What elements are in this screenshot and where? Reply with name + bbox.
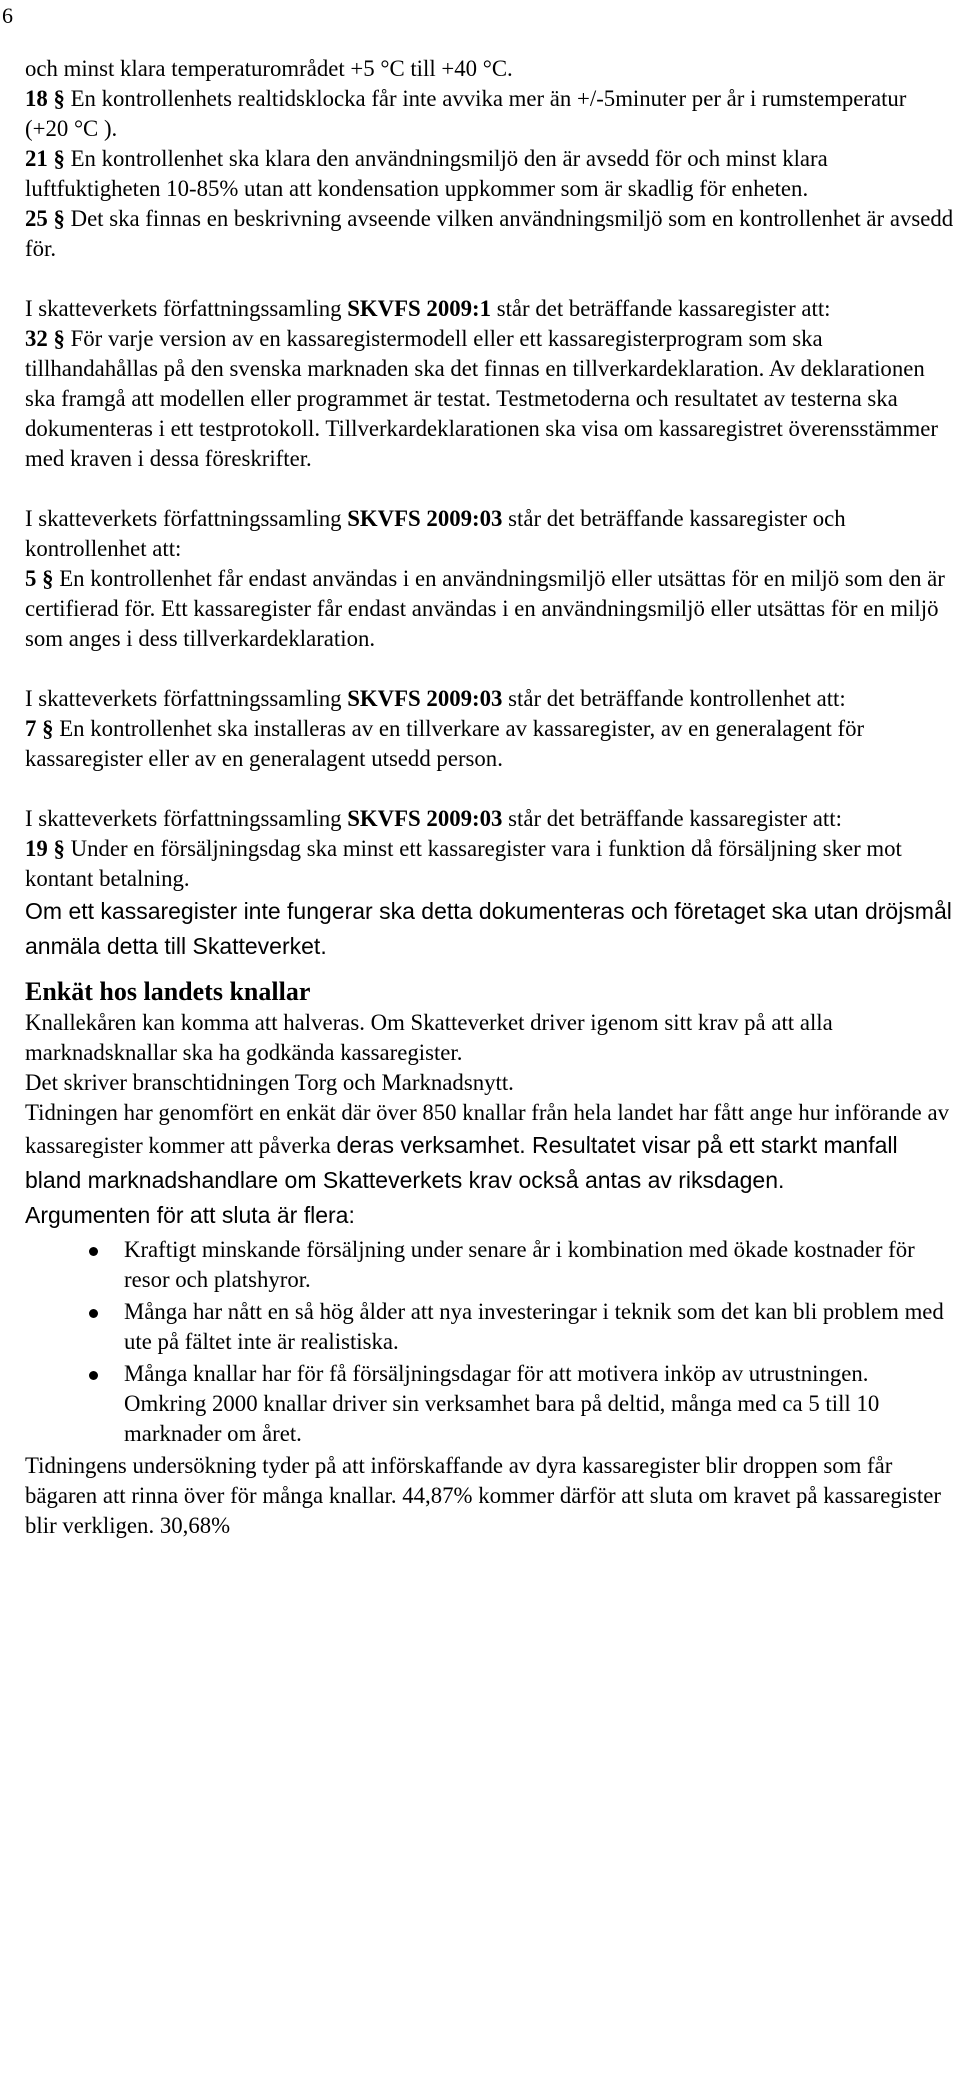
article-paragraph-1: Knallekåren kan komma att halveras. Om Skatteverket driver igenom sitt krav på att alla marknadsknallar ska ha godkända kassaregister. [25, 1010, 833, 1065]
bullet-icon [89, 1371, 98, 1380]
intro-text: I skatteverkets författningssamling [25, 296, 348, 321]
section-text: En kontrollenhets realtidsklocka får inte avvika mer än +/-5minuter per år i rumstemperatur (+20 °C ). [25, 86, 907, 141]
section-text: En kontrollenhet ska installeras av en tillverkare av kassaregister, av en generalagent för kassaregister eller av en generalagent utsedd person. [25, 716, 865, 771]
section-number: 18 § [25, 86, 65, 111]
regulation-intro-3 [25, 684, 955, 714]
section-number: 32 § [25, 326, 65, 351]
article-text: Tidningen har genomfört en enkät där över 850 knallar från hela landet har fått ange hur införande av kassaregister kommer att påverka [25, 1100, 949, 1158]
intro-text: står det beträffande kontrollenhet att: [502, 686, 846, 711]
section-heading: Enkät hos landets knallar [25, 977, 311, 1006]
section-number: 5 § [25, 566, 54, 591]
regulation-intro-2 [25, 504, 955, 564]
intro-text: står det beträffande kassaregister att: [502, 806, 842, 831]
regulation-intro-1 [25, 294, 955, 324]
paragraph-section-25 [25, 204, 955, 264]
regulation-code: SKVFS 2009:03 [347, 506, 503, 531]
page-number: 6 [2, 3, 13, 28]
regulation-intro-4 [25, 804, 955, 834]
section-number: 7 § [25, 716, 54, 741]
section-number: 21 § [25, 146, 65, 171]
regulation-code: SKVFS 2009:03 [347, 686, 503, 711]
article-paragraph-2: Det skriver branschtidningen Torg och Marknadsnytt. [25, 1070, 514, 1095]
paragraph-section-18 [25, 84, 955, 144]
section-text: En kontrollenhet ska klara den användningsmiljö den är avsedd för och minst klara luftfuktigheten 10-85% utan att kondensation uppkommer som är skadlig för enheten. [25, 146, 828, 201]
list-item-text: Många knallar har för få försäljningsdagar för att motivera inköp av utrustningen. Omkring 2000 knallar driver sin verksamhet bara på deltid, många med ca 5 till 10 marknader om året. [124, 1361, 880, 1446]
document-body [25, 54, 955, 1541]
section-number: 19 § [25, 836, 65, 861]
list-item-text: Kraftigt minskande försäljning under senare år i kombination med ökade kostnader för resor och platshyror. [124, 1237, 915, 1292]
intro-text: I skatteverkets författningssamling [25, 806, 348, 831]
paragraph-section-21 [25, 144, 955, 204]
bullet-icon [89, 1309, 98, 1318]
list-item [25, 1297, 955, 1357]
paragraph-temperature-range: och minst klara temperaturområdet +5 °C till +40 °C. [25, 56, 513, 81]
bullet-icon [89, 1247, 98, 1256]
article-paragraph-4: Argumenten för att sluta är flera: [25, 1202, 355, 1228]
section-text: Det ska finnas en beskrivning avseende vilken användningsmiljö som en kontrollenhet är avsedd för. [25, 206, 954, 261]
section-number: 25 § [25, 206, 65, 231]
paragraph-documentation-note: Om ett kassaregister inte fungerar ska detta dokumenteras och företaget ska utan dröjsmål anmäla detta till Skatteverket. [25, 898, 952, 959]
article-paragraph-5: Tidningens undersökning tyder på att införskaffande av dyra kassaregister blir droppen som får bägaren att rinna över för många knallar. 44,87% kommer därför att sluta om kravet på kassaregister blir verkligen. 30,68% [25, 1453, 941, 1538]
regulation-code: SKVFS 2009:1 [347, 296, 492, 321]
intro-text: står det beträffande kassaregister att: [491, 296, 831, 321]
list-item [25, 1235, 955, 1295]
paragraph-section-7 [25, 714, 955, 774]
paragraph-section-5 [25, 564, 955, 654]
argument-list [25, 1235, 955, 1449]
list-item [25, 1359, 955, 1449]
section-text: Under en försäljningsdag ska minst ett kassaregister vara i funktion då försäljning sker mot kontant betalning. [25, 836, 902, 891]
intro-text: I skatteverkets författningssamling [25, 506, 348, 531]
article-paragraph-3 [25, 1098, 955, 1198]
regulation-code: SKVFS 2009:03 [347, 806, 503, 831]
intro-text: I skatteverkets författningssamling [25, 686, 348, 711]
list-item-text: Många har nått en så hög ålder att nya investeringar i teknik som det kan bli problem med ute på fältet inte är realistiska. [124, 1299, 944, 1354]
section-text: För varje version av en kassaregistermodell eller ett kassaregisterprogram som ska tillhandahållas på den svenska marknaden ska det finnas en tillverkardeklaration. Av deklarationen ska framgå att modellen eller programmet är testat. Testmetoderna och resultatet av testerna ska dokumenteras i ett testprotokoll. Tillverkardeklarationen ska visa om kassaregistret överensstämmer med kraven i dessa föreskrifter. [25, 326, 938, 471]
article-text-sans: deras verksamhet. Resultatet visar på ett starkt manfall bland marknadshandlare om Skatteverkets krav också antas av riksdagen. [25, 1132, 898, 1193]
intro-text: står det beträffande kassaregister och kontrollenhet att: [25, 506, 846, 561]
paragraph-section-19 [25, 834, 955, 894]
section-text: En kontrollenhet får endast användas i en användningsmiljö eller utsättas för en miljö som den är certifierad för. Ett kassaregister får endast användas i en användningsmiljö eller utsättas för en miljö som anges i dess tillverkardeklaration. [25, 566, 945, 651]
paragraph-section-32 [25, 324, 955, 474]
